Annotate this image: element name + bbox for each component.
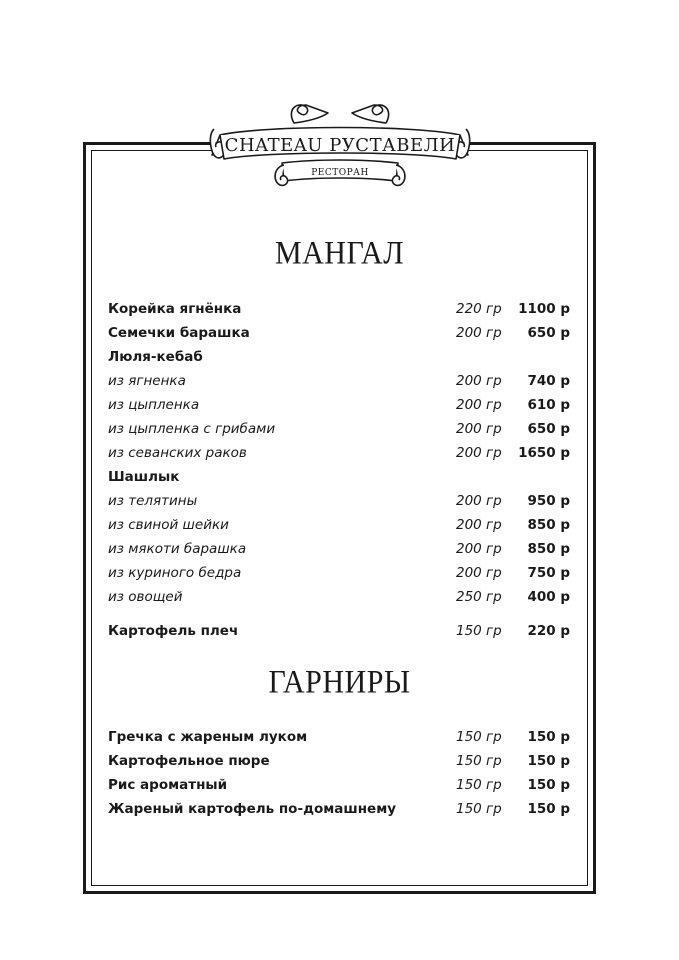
item-weight: 200 гр [456,517,502,533]
item-weight: 150 гр [456,753,502,769]
menu-group-heading [108,349,578,371]
item-name: из цыпленка [108,397,200,413]
menu-item [108,445,578,467]
item-name: Картофельное пюре [108,753,270,769]
item-price: 150 р [527,777,570,793]
item-price: 850 р [527,517,570,533]
brand-name: CHATEAU РУСТАВЕЛИ [224,135,456,156]
menu-item [108,517,578,539]
item-price: 400 р [527,589,570,605]
item-weight: 150 гр [456,623,502,639]
menu-item [108,541,578,563]
item-weight: 200 гр [456,541,502,557]
menu-item [108,753,578,775]
menu-item [108,589,578,611]
menu-item [108,801,578,823]
item-name: Корейка ягнёнка [108,301,242,317]
item-name: из овощей [108,589,183,605]
item-price: 150 р [527,729,570,745]
item-name: из телятины [108,493,198,509]
item-weight: 200 гр [456,445,502,461]
item-name: Жареный картофель по-домашнему [108,801,397,817]
item-weight: 200 гр [456,373,502,389]
menu-group-heading [108,469,578,491]
item-price: 650 р [527,325,570,341]
item-name: из ягненка [108,373,186,389]
section-title-mangal: МАНГАЛ [274,235,405,272]
menu-item [108,729,578,751]
menu-item [108,623,578,645]
brand-subtitle: РЕСТОРАН [311,168,369,178]
menu-item [108,373,578,395]
item-name: из цыпленка с грибами [108,421,276,437]
item-name: Гречка с жареным луком [108,729,308,745]
item-name: из куриного бедра [108,565,242,581]
item-price: 850 р [527,541,570,557]
menu-item [108,325,578,347]
item-weight: 200 гр [456,493,502,509]
item-price: 750 р [527,565,570,581]
section-title-garnish: ГАРНИРЫ [268,664,411,701]
item-weight: 150 гр [456,801,502,817]
item-price: 740 р [527,373,570,389]
item-weight: 220 гр [456,301,502,317]
menu-item [108,565,578,587]
menu-item [108,493,578,515]
item-name: из мякоти барашка [108,541,247,557]
item-price: 1100 р [518,301,570,317]
item-price: 150 р [527,801,570,817]
item-price: 650 р [527,421,570,437]
menu-item [108,301,578,323]
item-name: из севанских раков [108,445,247,461]
item-weight: 200 гр [456,565,502,581]
item-weight: 150 гр [456,777,502,793]
item-name: из свиной шейки [108,517,229,533]
item-price: 950 р [527,493,570,509]
item-weight: 150 гр [456,729,502,745]
item-price: 220 р [527,623,570,639]
menu-item [108,397,578,419]
item-name: Рис ароматный [108,777,228,793]
item-weight: 200 гр [456,325,502,341]
item-name: Картофель плеч [108,623,239,639]
item-weight: 200 гр [456,421,502,437]
item-price: 150 р [527,753,570,769]
item-weight: 250 гр [456,589,502,605]
item-weight: 200 гр [456,397,502,413]
group-name: Люля-кебаб [108,349,203,365]
logo-banner [206,95,474,205]
menu-item [108,421,578,443]
item-price: 1650 р [518,445,570,461]
menu-item [108,777,578,799]
group-name: Шашлык [108,469,180,485]
item-name: Семечки барашка [108,325,250,341]
item-price: 610 р [527,397,570,413]
